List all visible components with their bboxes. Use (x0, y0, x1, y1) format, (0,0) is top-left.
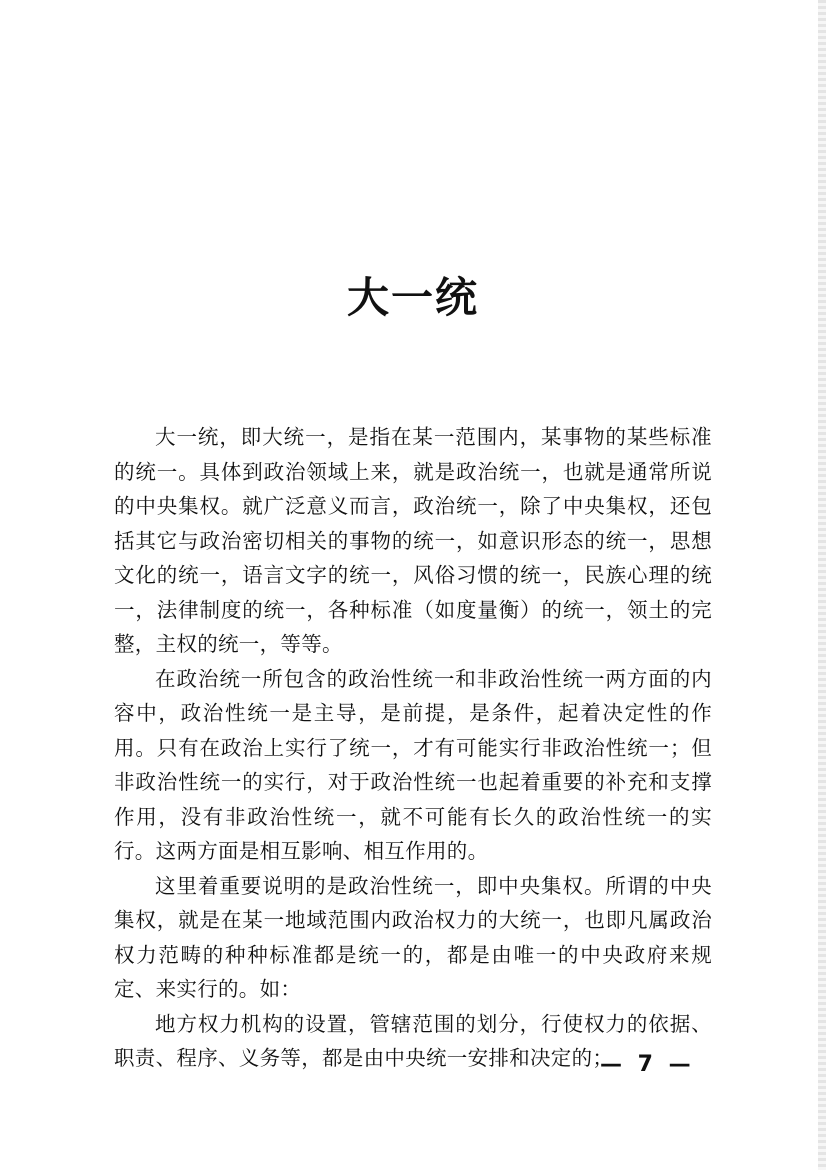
chapter-title: 大一统 (346, 273, 479, 322)
paragraph-4: 地方权力机构的设置，管辖范围的划分，行使权力的依据、职责、程序、义务等，都是由中央统一安排和决定的； (114, 1011, 712, 1070)
paragraph-2: 在政治统一所包含的政治性统一和非政治性统一两方面的内容中，政治性统一是主导，是前提，是条件，起着决定性的作用。只有在政治上实行了统一，才有可能实行非政治性统一；但非政治性统一的实行，对于政治性统一也起着重要的补充和支撑作用，没有非政治性统一，就不可能有长久的政治性统一的实行。这两方面是相互影响、相互作用的。 (114, 666, 712, 863)
body-text (114, 420, 712, 1076)
paragraph-1: 大一统，即大统一，是指在某一范围内，某事物的某些标准的统一。具体到政治领域上来，就是政治统一，也就是通常所说的中央集权。就广泛意义而言，政治统一，除了中央集权，还包括其它与政治密切相关的事物的统一，如意识形态的统一，思想文化的统一，语言文字的统一，风俗习惯的统一，民族心理的统一，法律制度的统一，各种标准（如度量衡）的统一，领土的完整，主权的统一，等等。 (114, 425, 712, 656)
page-edge-shadow (818, 0, 826, 1170)
paragraph-3: 这里着重要说明的是政治性统一，即中央集权。所谓的中央集权，就是在某一地域范围内政治权力的大统一，也即凡属政治权力范畴的种种标准都是统一的，都是由唯一的中央政府来规定、来实行的。如： (114, 873, 712, 1001)
page-number: — 7 — (600, 1052, 695, 1077)
